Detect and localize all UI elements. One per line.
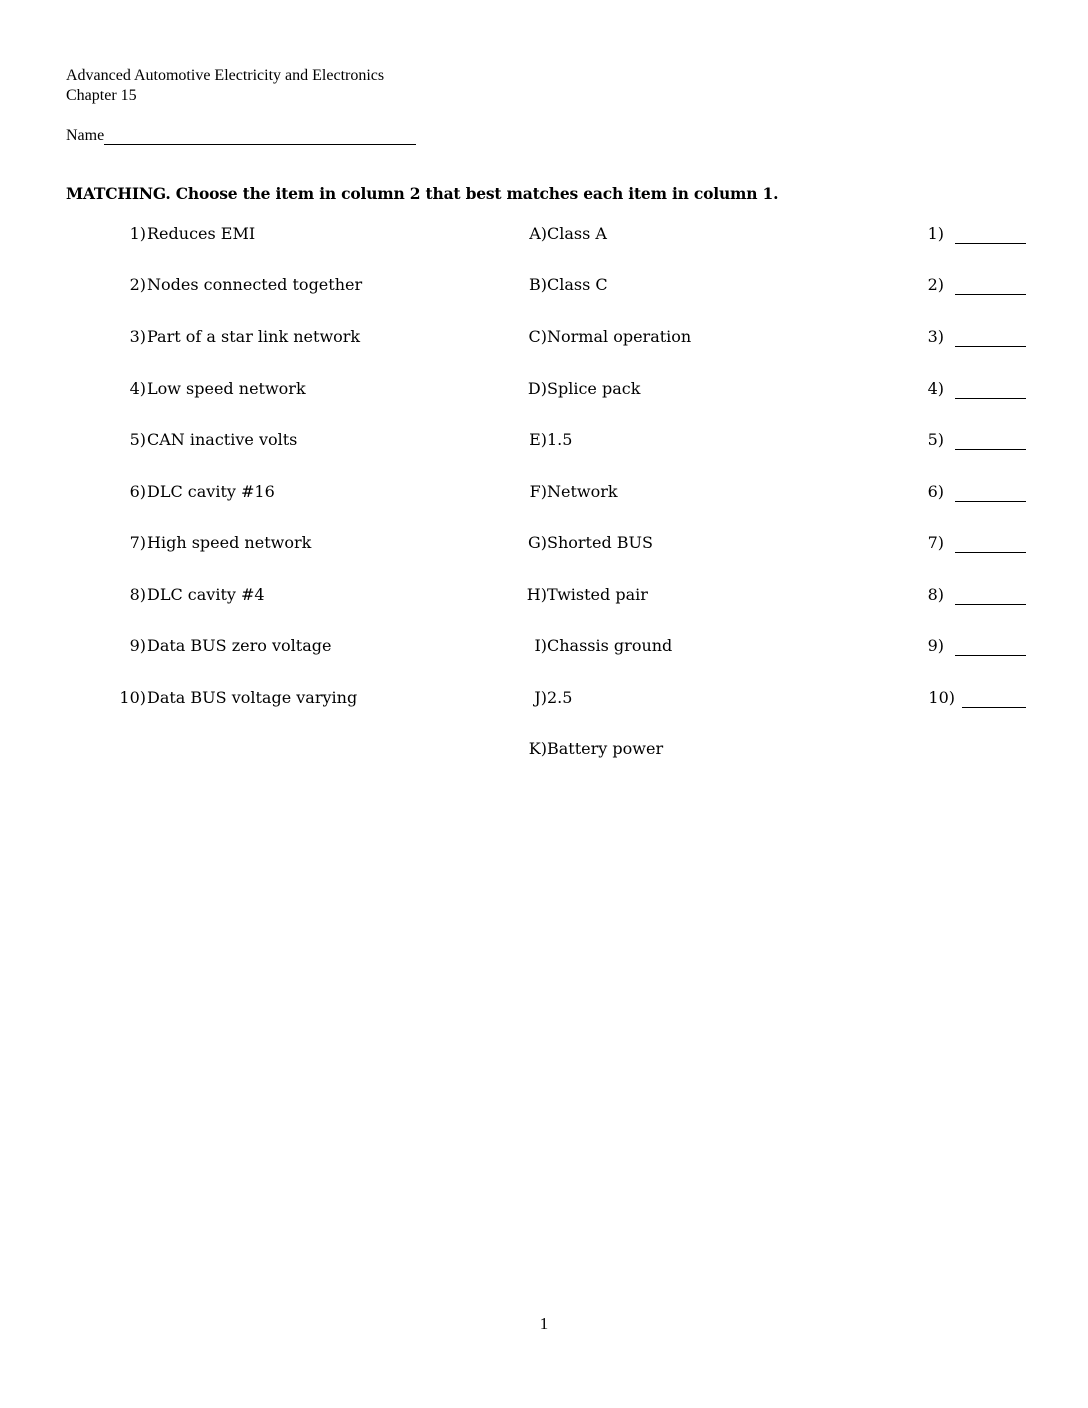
answer-blank[interactable]: [955, 449, 1026, 450]
matching-row: [0, 224, 1088, 248]
item-text: Part of a star link network: [147, 327, 361, 346]
answer-blank[interactable]: [955, 243, 1026, 244]
option-label: F): [529, 482, 547, 501]
answer-blank[interactable]: [955, 346, 1026, 347]
name-field-line[interactable]: [104, 124, 416, 145]
item-number: 1): [129, 224, 146, 243]
option-label: B): [529, 275, 547, 294]
option-text: Twisted pair: [547, 585, 648, 604]
item-number: 10): [119, 688, 146, 707]
option-label: J): [534, 688, 547, 707]
matching-row-extra-option: [0, 739, 1088, 763]
document-header: [66, 66, 384, 106]
matching-row: [0, 585, 1088, 609]
option-label: H): [526, 585, 547, 604]
option-text: Shorted BUS: [547, 533, 653, 552]
option-text: Battery power: [547, 739, 664, 758]
matching-row: [0, 327, 1088, 351]
option-label: G): [527, 533, 547, 552]
answer-blank[interactable]: [955, 501, 1026, 502]
matching-row: [0, 533, 1088, 557]
item-text: Nodes connected together: [147, 275, 363, 294]
option-text: Normal operation: [547, 327, 692, 346]
answer-blank[interactable]: [955, 604, 1026, 605]
item-number: 7): [129, 533, 146, 552]
item-text: DLC cavity #4: [147, 585, 265, 604]
option-text: Splice pack: [547, 379, 641, 398]
option-text: Network: [547, 482, 618, 501]
option-label: I): [534, 636, 547, 655]
answer-blank[interactable]: [955, 398, 1026, 399]
answer-number: 3): [927, 327, 944, 346]
option-text: Class A: [547, 224, 607, 243]
answer-number: 1): [927, 224, 944, 243]
option-label: C): [528, 327, 547, 346]
item-number: 6): [129, 482, 146, 501]
item-number: 5): [129, 430, 146, 449]
item-text: High speed network: [147, 533, 312, 552]
item-text: Reduces EMI: [147, 224, 256, 243]
answer-number: 6): [927, 482, 944, 501]
answer-number: 10): [928, 688, 955, 707]
name-row: [66, 124, 416, 145]
course-title: Advanced Automotive Electricity and Electronics: [66, 67, 385, 84]
option-label: K): [528, 739, 547, 758]
matching-row: [0, 379, 1088, 403]
option-label: D): [527, 379, 547, 398]
name-label: Name: [66, 127, 105, 144]
item-text: CAN inactive volts: [147, 430, 298, 449]
answer-number: 8): [927, 585, 944, 604]
option-text: 2.5: [547, 688, 573, 707]
matching-row: [0, 430, 1088, 454]
option-label: A): [529, 224, 547, 243]
answer-blank[interactable]: [955, 552, 1026, 553]
matching-row: [0, 636, 1088, 660]
option-text: 1.5: [547, 430, 573, 449]
item-number: 3): [129, 327, 146, 346]
page-number: 1: [539, 1314, 549, 1333]
item-number: 4): [129, 379, 146, 398]
answer-blank[interactable]: [955, 655, 1026, 656]
answer-blank[interactable]: [955, 294, 1026, 295]
answer-number: 4): [927, 379, 944, 398]
matching-instructions: MATCHING. Choose the item in column 2 that best matches each item in column 1.: [66, 184, 779, 203]
option-label: E): [529, 430, 547, 449]
option-text: Class C: [547, 275, 608, 294]
item-number: 8): [129, 585, 146, 604]
matching-row: [0, 482, 1088, 506]
option-text: Chassis ground: [547, 636, 673, 655]
answer-blank[interactable]: [962, 707, 1026, 708]
item-number: 9): [129, 636, 146, 655]
answer-number: 5): [927, 430, 944, 449]
matching-row: [0, 275, 1088, 299]
item-text: DLC cavity #16: [147, 482, 275, 501]
answer-number: 2): [927, 275, 944, 294]
item-text: Low speed network: [147, 379, 306, 398]
answer-number: 7): [927, 533, 944, 552]
chapter-label: Chapter 15: [66, 87, 137, 104]
item-number: 2): [129, 275, 146, 294]
matching-row: [0, 688, 1088, 712]
item-text: Data BUS voltage varying: [147, 688, 358, 707]
item-text: Data BUS zero voltage: [147, 636, 332, 655]
answer-number: 9): [927, 636, 944, 655]
